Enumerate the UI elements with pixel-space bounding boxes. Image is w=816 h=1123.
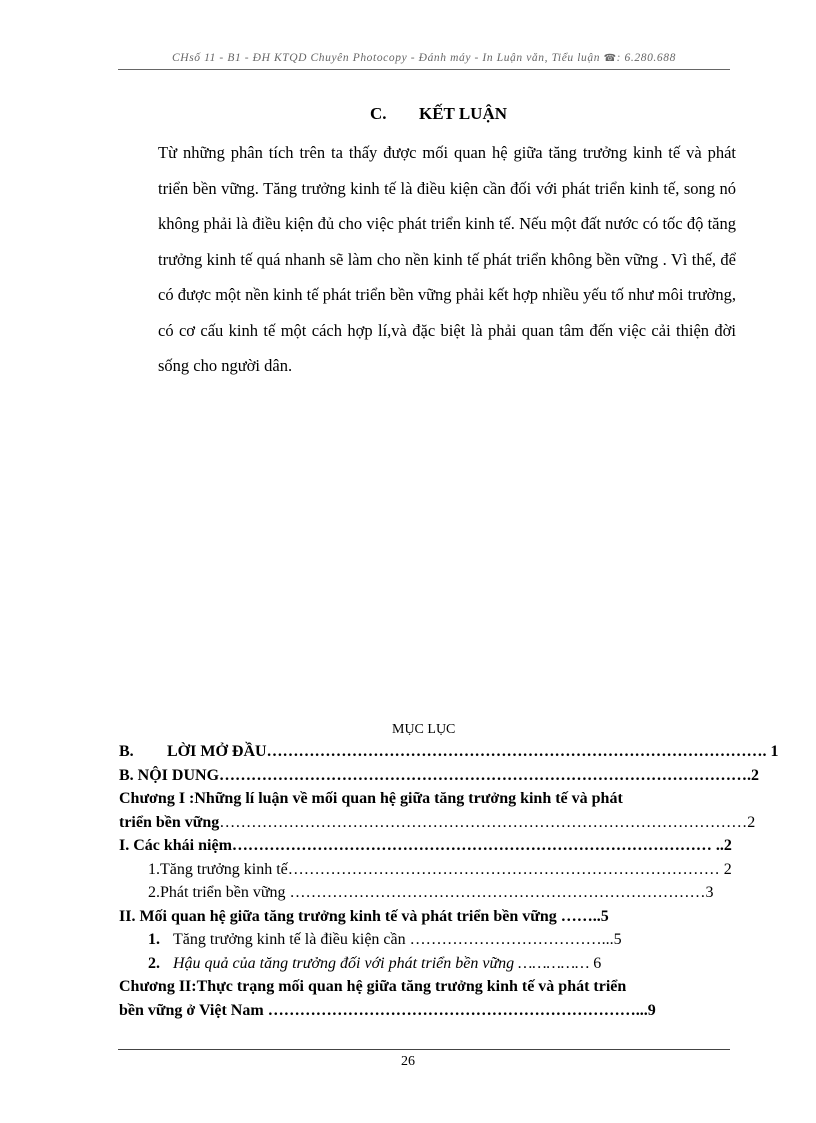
toc-title: MỤC LỤC	[392, 722, 456, 737]
toc-item-chuong-1[interactable]: Chương I :Những lí luận về mối quan hệ giữa tăng trưởng kinh tế và phát	[119, 790, 623, 807]
header-text: CHsố 11 - B1 - ĐH KTQD Chuyên Photocopy - Đánh máy - In Luận văn, Tiểu luận	[172, 52, 601, 64]
toc-item-noi-dung[interactable]: B. NỘI DUNG……………………………………………………………………………………….2	[119, 766, 760, 784]
toc-item-dieu-kien-can[interactable]	[119, 928, 739, 952]
toc-item-leader: ………………………………………………………………………………………2	[219, 813, 756, 831]
toc-item-label: Hậu quả của tăng trưởng đối với phát triển bền vững ……………	[173, 954, 590, 972]
toc-item-number: B.	[119, 743, 134, 760]
toc-item-chuong-1-cont[interactable]	[119, 811, 756, 835]
page-number: 26	[401, 1054, 415, 1069]
table-of-contents	[119, 740, 779, 1022]
footer-rule	[118, 1049, 730, 1050]
toc-item-page: 6	[593, 954, 602, 972]
toc-item-cac-khai-niem[interactable]: I. Các khái niệm……………………………………………………………………………… ..2	[119, 837, 732, 854]
toc-item-chuong-2[interactable]: Chương II:Thực trạng mối quan hệ giữa tăng trưởng kinh tế và phát triển	[119, 978, 627, 995]
conclusion-paragraph: Từ những phân tích trên ta thấy được mối quan hệ giữa tăng trưởng kinh tế và phát triển bền vững. Tăng trưởng kinh tế là điều kiện cần đối với phát triển kinh tế, song nó không phải là điều kiện đủ cho việc phát triển kinh tế. Nếu một đất nước có tốc độ tăng trưởng kinh tế quá nhanh sẽ làm cho nền kinh tế phát triển không bền vững . Vì thế, để có được một nền kinh tế phát triển bền vững phải kết hợp nhiều yếu tố như môi trường, có cơ cấu kinh tế một cách hợp lí,và đặc biệt là phải quan tâm đến việc cải thiện đời sống cho người dân.	[158, 143, 736, 375]
phone-icon: ☎	[603, 53, 617, 64]
toc-item-number: 1.	[148, 931, 160, 948]
toc-item-moi-quan-he[interactable]: II. Mối quan hệ giữa tăng trưởng kinh tế và phát triển bền vững ……..5	[119, 907, 609, 925]
header-phone: : 6.280.688	[616, 52, 676, 64]
toc-item-label: LỜI MỞ ĐẦU…………………………………………………………………………………. 1	[167, 743, 779, 760]
section-letter: C.	[370, 104, 387, 123]
toc-item-number: 2.	[148, 954, 160, 972]
toc-item-loi-mo-dau[interactable]	[119, 740, 779, 764]
toc-item-phat-trien[interactable]: 2.Phát triển bền vững ……………………………………………………………………3	[148, 884, 714, 901]
toc-item-tang-truong[interactable]: 1.Tăng trưởng kinh tế……………………………………………………………………… 2	[148, 860, 732, 878]
toc-item-label: Tăng trưởng kinh tế là điều kiện cần ………………………………...5	[173, 931, 622, 948]
section-title	[370, 104, 507, 124]
toc-item-hau-qua[interactable]	[119, 952, 739, 976]
page-header	[118, 52, 730, 64]
toc-item-chuong-2-cont[interactable]: bền vững ở Việt Nam ……………………………………………………………...9	[119, 1001, 656, 1019]
section-heading: KẾT LUẬN	[419, 104, 508, 123]
header-rule	[118, 69, 730, 70]
toc-item-label: triển bền vững	[119, 813, 220, 831]
